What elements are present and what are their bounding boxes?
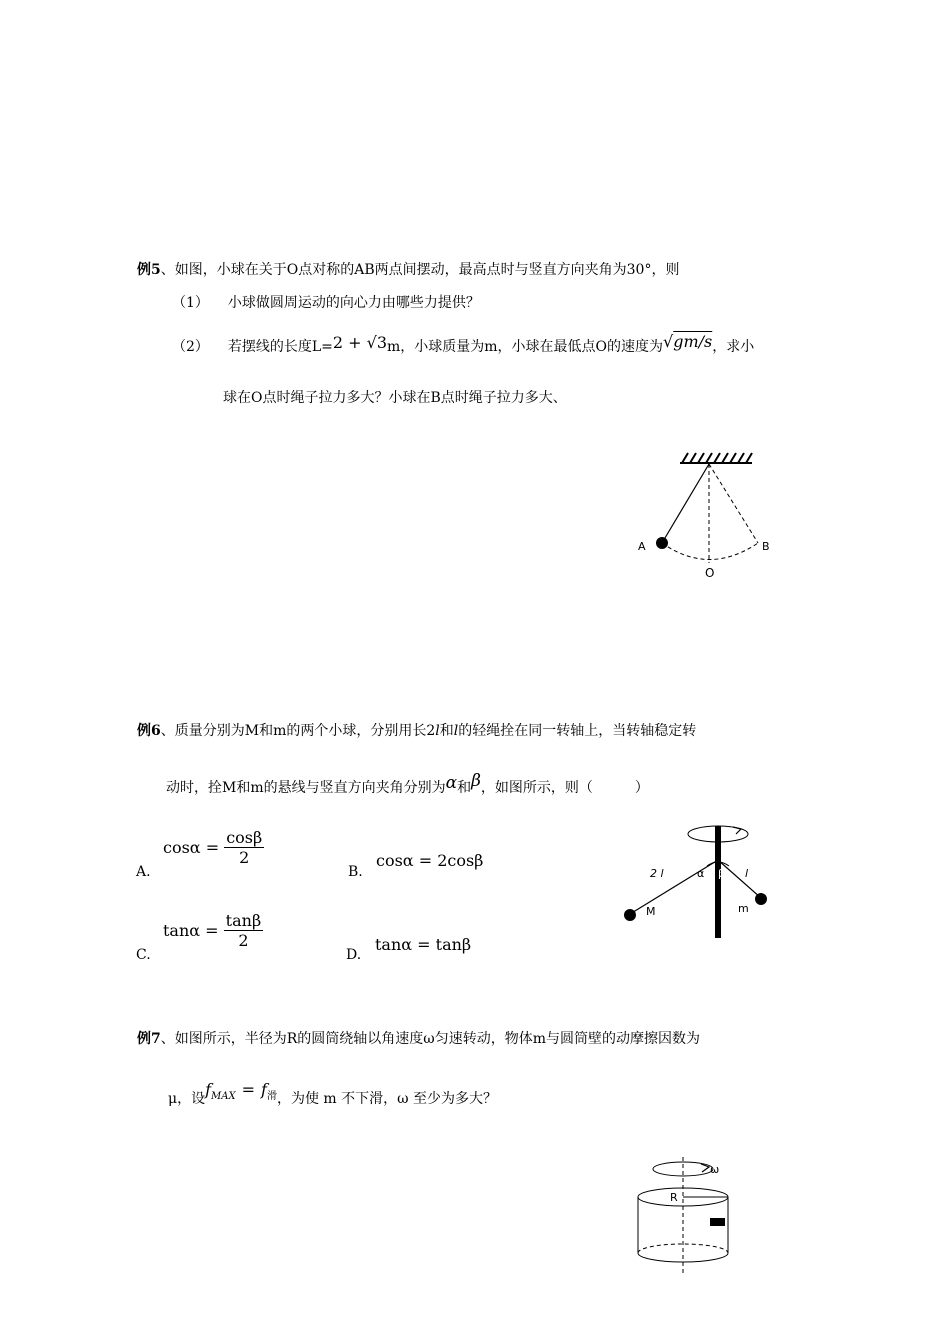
option-a-den: 2 bbox=[239, 848, 250, 867]
ex7-text: 、如图所示，半径为R的圆筒绕轴以角速度ω匀速转动，物体m与圆筒壁的动摩擦因数为 bbox=[160, 1031, 700, 1047]
ex7-fslide-f: f bbox=[261, 1080, 267, 1099]
ex7-line2-post: ，为使 m 不下滑，ω 至少为多大？ bbox=[276, 1091, 497, 1107]
rotating-shaft bbox=[715, 826, 721, 938]
ex6-question bbox=[137, 721, 696, 741]
ex6-line2-pre: 动时，拴M和m的悬线与竖直方向夹角分别为 bbox=[166, 780, 446, 796]
option-c-label: C. bbox=[136, 947, 151, 963]
ex7-heading: 例7 bbox=[137, 1031, 161, 1047]
ex6-l-b: l bbox=[453, 723, 459, 739]
option-c-num: tanβ bbox=[225, 911, 262, 930]
ex5-question bbox=[137, 260, 679, 280]
ex7-fslide bbox=[261, 1080, 277, 1103]
pendulum-diagram bbox=[630, 446, 770, 581]
ex5-q2-post: ，求小 bbox=[712, 339, 755, 355]
ex6-line2 bbox=[166, 771, 649, 798]
option-a-label: A. bbox=[136, 864, 151, 880]
ex7-line2-pre: μ，设 bbox=[168, 1091, 206, 1107]
ex5-speed-value: gm/s bbox=[673, 332, 713, 351]
ex6-text-c: 的轻绳拴在同一转轴上，当转轴稳定转 bbox=[458, 723, 697, 739]
string-b-dashed bbox=[709, 464, 758, 543]
option-d-label: D. bbox=[346, 947, 362, 963]
ex6-heading: 例6 bbox=[137, 723, 161, 739]
ex5-q2-pre: 若摆线的长度L= bbox=[227, 339, 333, 355]
ex5-q2-num: （2） bbox=[172, 339, 209, 355]
ex6-l-a: l bbox=[435, 723, 440, 739]
block-m bbox=[710, 1218, 725, 1226]
label-l: l bbox=[745, 867, 749, 880]
option-c-fraction bbox=[224, 911, 264, 950]
ex5-q2-line2: 球在O点时绳子拉力多大？小球在B点时绳子拉力多大、 bbox=[223, 390, 567, 406]
option-a-fraction bbox=[224, 828, 264, 867]
ex5-q1-text: 小球做圆周运动的向心力由哪些力提供？ bbox=[227, 295, 480, 311]
ex5-q1-num: （1） bbox=[172, 295, 209, 311]
ex7-equals: = bbox=[241, 1080, 256, 1099]
option-c-formula bbox=[163, 911, 263, 950]
label-omega: ω bbox=[710, 1163, 720, 1176]
string-m-long bbox=[630, 860, 718, 914]
rotating-axis-diagram bbox=[615, 822, 785, 944]
label-a: A bbox=[638, 540, 646, 553]
ex7-fmax-sub: MAX bbox=[211, 1091, 236, 1103]
option-c-lhs: tanα = bbox=[163, 921, 219, 940]
ex7-question bbox=[137, 1029, 700, 1049]
ex7-fmax-f: f bbox=[205, 1080, 212, 1099]
ex6-and: 和 bbox=[457, 780, 472, 796]
ex5-speed-formula: √gm/s bbox=[663, 332, 713, 351]
ex7-line2 bbox=[168, 1080, 497, 1115]
label-r: R bbox=[670, 1191, 678, 1204]
option-b-formula: cosα = 2cosβ bbox=[376, 851, 484, 870]
ex5-q2 bbox=[172, 332, 755, 357]
ball-small-m bbox=[755, 893, 767, 905]
ex5-heading: 例5 bbox=[137, 262, 161, 278]
ball-big-m bbox=[624, 909, 636, 921]
option-a-num: cosβ bbox=[226, 828, 263, 847]
ex5-q2-mid: m，小球质量为m，小球在最低点O的速度为 bbox=[387, 339, 664, 355]
ex6-alpha: α bbox=[445, 773, 458, 793]
string-a bbox=[662, 464, 709, 543]
label-o: O bbox=[705, 566, 715, 580]
swing-arc bbox=[662, 543, 758, 560]
ex5-text: 、如图，小球在关于O点对称的AB两点间摆动，最高点时与竖直方向夹角为30°，则 bbox=[160, 262, 680, 278]
label-b: B bbox=[762, 540, 770, 553]
option-c-den: 2 bbox=[238, 931, 249, 950]
ex6-line2-post: ，如图所示，则（ ） bbox=[480, 780, 649, 796]
option-d-formula: tanα = tanβ bbox=[375, 935, 472, 954]
ball-a bbox=[656, 537, 668, 549]
ex6-beta: β bbox=[471, 771, 481, 791]
label-big-m: M bbox=[646, 905, 656, 918]
option-b-label: B. bbox=[348, 864, 363, 880]
ex5-length-formula: 2 + √3 bbox=[332, 333, 387, 352]
label-alpha: α bbox=[697, 867, 705, 880]
label-small-m: m bbox=[738, 902, 749, 915]
label-2l: 2 l bbox=[650, 867, 664, 880]
ex5-q1 bbox=[172, 293, 480, 313]
ceiling-hatch bbox=[680, 453, 752, 463]
option-a-lhs: cosα = bbox=[163, 838, 220, 857]
option-a-formula bbox=[163, 828, 264, 867]
ex6-text: 、质量分别为M和m的两个小球，分别用长2 bbox=[160, 723, 436, 739]
cylinder-diagram bbox=[630, 1155, 740, 1275]
ex6-text-b: 和 bbox=[439, 723, 454, 739]
ex7-fslide-sub: 滑 bbox=[266, 1091, 277, 1103]
label-beta: β bbox=[718, 867, 726, 880]
ex7-fmax bbox=[205, 1080, 236, 1103]
